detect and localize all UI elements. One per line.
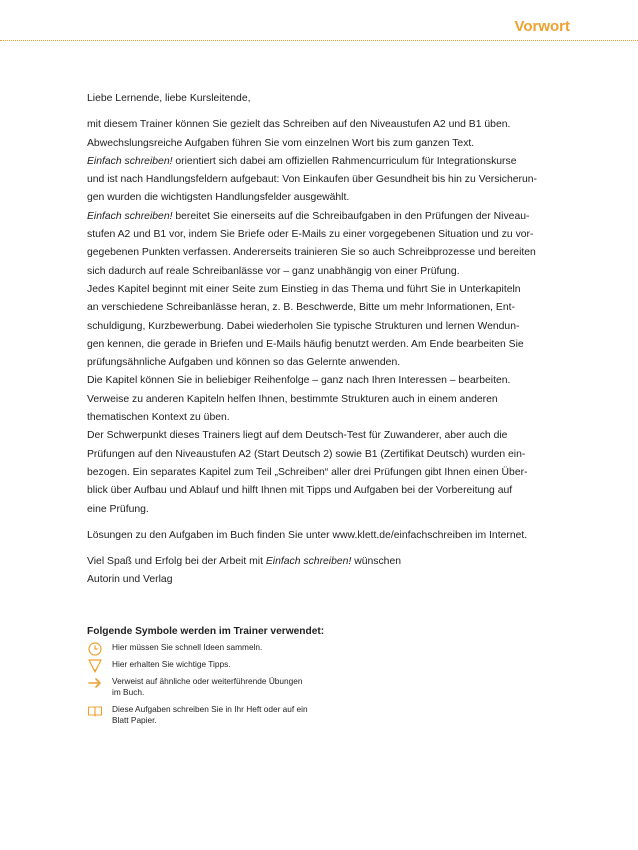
symbol-description: im Buch.	[112, 687, 145, 697]
line-text: orientiert sich dabei am offiziellen Rahmencurriculum für Integrationskurse	[172, 155, 517, 167]
symbol-description: Verweist auf ähnliche oder weiterführende Übungen	[112, 676, 303, 686]
paragraph-line: schuldigung, Kurzbewerbung. Dabei wiederholen Sie typische Strukturen und lernen Wendun-	[87, 320, 520, 332]
paragraph-line: thematischen Kontext zu üben.	[87, 412, 230, 424]
paragraph-line: gegebenen Punkten verfassen. Andererseits trainieren Sie so auch Schreibprozesse und bereiten	[87, 247, 536, 259]
greeting: Liebe Lernende, liebe Kursleitende,	[87, 93, 251, 104]
clock-icon	[87, 641, 103, 657]
line-text: bereitet Sie einerseits auf die Schreibaufgaben in den Prüfungen der Niveau-	[172, 210, 530, 222]
paragraph-line: Jedes Kapitel beginnt mit einer Seite zum Einstieg in das Thema und führt Sie in Unterkapiteln	[87, 283, 521, 295]
paragraph-line: Verweise zu anderen Kapiteln helfen Ihnen, bestimmte Strukturen auch in einem anderen	[87, 393, 498, 405]
symbol-item	[87, 676, 387, 698]
paragraph-line: mit diesem Trainer können Sie gezielt das Schreiben auf den Niveaustufen A2 und B1 üben.	[87, 119, 511, 131]
solutions-note: Lösungen zu den Aufgaben im Buch finden Sie unter www.klett.de/einfachschreiben im Internet.	[87, 529, 528, 541]
symbol-description: Diese Aufgaben schreiben Sie in Ihr Heft oder auf ein	[112, 704, 308, 714]
paragraph-line: prüfungsähnliche Aufgaben und können so das Gelernte anwenden.	[87, 357, 401, 369]
symbol-item	[87, 704, 387, 726]
foreword-body	[87, 90, 549, 590]
book-title: Einfach schreiben!	[87, 155, 173, 167]
symbol-item	[87, 659, 387, 670]
paragraph-gap	[87, 545, 549, 553]
paragraph-line: Der Schwerpunkt dieses Trainers liegt auf dem Deutsch-Test für Zuwanderer, aber auch die	[87, 430, 508, 442]
pennant-icon	[87, 658, 103, 674]
line-text: Viel Spaß und Erfolg bei der Arbeit mit	[87, 556, 266, 568]
paragraph-line: Abwechslungsreiche Aufgaben führen Sie vom einzelnen Wort bis zum ganzen Text.	[87, 137, 475, 149]
paragraph-line: gen kennen, die gerade in Briefen und E-Mails häufig benutzt werden. Am Ende bearbeiten Sie	[87, 338, 524, 350]
symbol-legend-title: Folgende Symbole werden im Trainer verwendet:	[87, 626, 325, 637]
paragraph-line: eine Prüfung.	[87, 503, 149, 515]
line-text: wünschen	[351, 556, 402, 568]
signature: Autorin und Verlag	[87, 574, 173, 586]
symbol-description: Hier erhalten Sie wichtige Tipps.	[112, 659, 231, 669]
paragraph-gap	[87, 519, 549, 527]
header-title: Vorwort	[514, 18, 570, 35]
paragraph-gap	[87, 108, 549, 116]
arrow-right-icon	[87, 675, 103, 691]
paragraph-line: Die Kapitel können Sie in beliebiger Reihenfolge – ganz nach Ihren Interessen – bearbeiten.	[87, 375, 511, 387]
open-book-icon	[87, 703, 103, 719]
paragraph-line: gen wurden die wichtigsten Handlungsfelder ausgewählt.	[87, 192, 350, 204]
book-title: Einfach schreiben!	[265, 556, 352, 568]
paragraph-line	[87, 208, 549, 226]
closing-line	[87, 553, 549, 571]
symbol-description: Blatt Papier.	[112, 715, 157, 725]
symbol-legend	[87, 626, 387, 732]
paragraph-line: stufen A2 und B1 vor, indem Sie Briefe oder E-Mails zu einer vorgegebenen Situation und zu vor-	[87, 229, 534, 241]
paragraph-line: blick über Aufbau und Ablauf und hilft Ihnen mit Tipps und Aufgaben bei der Vorbereitung auf	[87, 485, 513, 497]
header-divider	[0, 40, 638, 41]
paragraph-line: sich dadurch auf reale Schreibanlässe vor – ganz unabhängig von einer Prüfung.	[87, 265, 460, 277]
symbol-item	[87, 642, 387, 653]
paragraph-line	[87, 153, 549, 171]
paragraph-line: und ist nach Handlungsfeldern aufgebaut: Von Einkaufen über Gesundheit bis hin zu Versicherun-	[87, 174, 537, 186]
paragraph-line: Prüfungen auf den Niveaustufen A2 (Start Deutsch 2) sowie B1 (Zertifikat Deutsch) wurden ein-	[87, 448, 526, 460]
symbol-description: Hier müssen Sie schnell Ideen sammeln.	[112, 642, 263, 652]
paragraph-line: an verschiedene Schreibanlässe heran, z. B. Beschwerde, Bitte um mehr Informationen, Ent-	[87, 302, 515, 314]
book-title: Einfach schreiben!	[87, 210, 173, 222]
paragraph-line: bezogen. Ein separates Kapitel zum Teil „Schreiben“ aller drei Prüfungen gibt Ihnen einen Über-	[87, 466, 528, 478]
